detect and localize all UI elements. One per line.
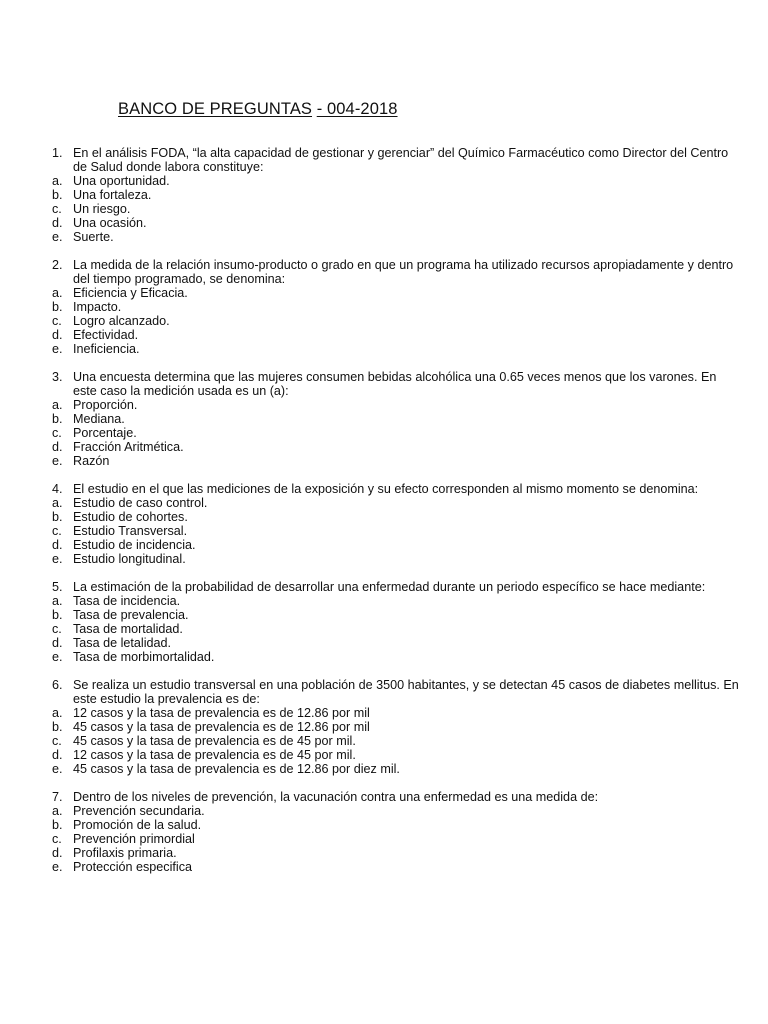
answer-option [52,720,742,734]
answer-option [52,342,742,356]
option-letter: b. [52,510,63,524]
answer-option [52,398,742,412]
option-letter: e. [52,762,63,776]
option-text: Un riesgo. [73,202,131,216]
option-letter: d. [52,440,63,454]
option-letter: e. [52,860,63,874]
option-letter: e. [52,454,63,468]
option-letter: d. [52,748,63,762]
option-text: Razón [73,454,110,468]
option-letter: c. [52,832,62,846]
answer-option [52,650,742,664]
option-text: Prevención secundaria. [73,804,205,818]
question-5 [52,580,742,664]
answer-option [52,552,742,566]
question-number: 7. [52,790,63,804]
option-letter: c. [52,622,62,636]
option-text: Tasa de morbimortalidad. [73,650,215,664]
question-7 [52,790,742,874]
option-letter: a. [52,804,63,818]
option-text: Estudio Transversal. [73,524,188,538]
question-stem [52,482,742,496]
answer-option [52,594,742,608]
answer-option [52,174,742,188]
option-letter: a. [52,398,63,412]
option-text: Una fortaleza. [73,188,152,202]
option-text: Efectividad. [73,328,139,342]
answer-option [52,636,742,650]
question-stem [52,580,742,594]
title-text: BANCO DE PREGUNTAS [118,100,313,118]
answer-option [52,538,742,552]
answer-option [52,832,742,846]
question-stem [52,678,742,706]
document-title [118,100,398,119]
option-text: Proporción. [73,398,138,412]
question-text: La medida de la relación insumo-producto o grado en que un programa ha utilizado recursos apropiadamente y dentro del tiempo programado, se denomina: [73,258,737,286]
question-number: 3. [52,370,63,384]
answer-option [52,426,742,440]
answer-option [52,804,742,818]
answer-option [52,230,742,244]
option-letter: c. [52,202,62,216]
answer-option [52,846,742,860]
option-letter: e. [52,230,63,244]
option-text: Suerte. [73,230,114,244]
option-letter: c. [52,426,62,440]
option-text: 45 casos y la tasa de prevalencia es de 12.86 por mil [73,720,370,734]
option-text: Tasa de incidencia. [73,594,181,608]
answer-option [52,300,742,314]
option-letter: b. [52,720,63,734]
option-text: Estudio de incidencia. [73,538,196,552]
answer-option [52,818,742,832]
question-number: 4. [52,482,63,496]
document-code: - 004-2018 [316,100,398,118]
answer-option [52,734,742,748]
answer-option [52,286,742,300]
answer-option [52,188,742,202]
option-letter: e. [52,552,63,566]
option-text: Profilaxis primaria. [73,846,177,860]
option-text: Impacto. [73,300,122,314]
option-letter: e. [52,342,63,356]
question-number: 5. [52,580,63,594]
option-text: Porcentaje. [73,426,137,440]
option-letter: b. [52,818,63,832]
option-letter: c. [52,524,62,538]
option-text: Estudio de caso control. [73,496,208,510]
option-letter: c. [52,734,62,748]
option-text: Tasa de mortalidad. [73,622,183,636]
question-text: El estudio en el que las mediciones de la exposición y su efecto corresponden al mismo momento se denomina: [73,482,699,496]
option-text: Una ocasión. [73,216,147,230]
answer-option [52,440,742,454]
question-list [52,146,742,888]
option-letter: d. [52,328,63,342]
option-letter: c. [52,314,62,328]
question-stem [52,146,742,174]
answer-option [52,706,742,720]
answer-option [52,524,742,538]
option-letter: d. [52,846,63,860]
option-letter: a. [52,706,63,720]
option-letter: a. [52,496,63,510]
option-letter: d. [52,538,63,552]
option-text: Tasa de prevalencia. [73,608,189,622]
question-number: 6. [52,678,63,692]
question-4 [52,482,742,566]
option-text: 45 casos y la tasa de prevalencia es de 45 por mil. [73,734,356,748]
option-text: Ineficiencia. [73,342,140,356]
option-letter: b. [52,608,63,622]
question-stem [52,790,742,804]
question-1 [52,146,742,244]
option-letter: b. [52,412,63,426]
option-text: Logro alcanzado. [73,314,170,328]
question-stem [52,258,742,286]
answer-option [52,762,742,776]
option-text: 12 casos y la tasa de prevalencia es de 12.86 por mil [73,706,370,720]
answer-option [52,314,742,328]
option-letter: a. [52,594,63,608]
option-text: Protección especifica [73,860,193,874]
option-text: Mediana. [73,412,125,426]
answer-option [52,202,742,216]
option-letter: d. [52,636,63,650]
option-text: Eficiencia y Eficacia. [73,286,188,300]
option-letter: d. [52,216,63,230]
answer-option [52,216,742,230]
question-2 [52,258,742,356]
question-text: En el análisis FODA, “la alta capacidad de gestionar y gerenciar” del Químico Farmacéutico como Director del Centro de Salud donde labora constituye: [73,146,732,174]
answer-option [52,608,742,622]
question-stem [52,370,742,398]
answer-option [52,748,742,762]
option-text: Promoción de la salud. [73,818,202,832]
answer-option [52,496,742,510]
question-text: Se realiza un estudio transversal en una población de 3500 habitantes, y se detectan 45 casos de diabetes mellitus. En este estudio la prevalencia es de: [73,678,743,706]
answer-option [52,860,742,874]
option-letter: a. [52,286,63,300]
option-letter: b. [52,188,63,202]
question-number: 2. [52,258,63,272]
question-text: Una encuesta determina que las mujeres consumen bebidas alcohólica una 0.65 veces menos que los varones. En este caso la medición usada es un (a): [73,370,720,398]
option-letter: e. [52,650,63,664]
option-text: 45 casos y la tasa de prevalencia es de 12.86 por diez mil. [73,762,400,776]
option-text: Una oportunidad. [73,174,170,188]
answer-option [52,412,742,426]
option-text: Tasa de letalidad. [73,636,172,650]
question-text: Dentro de los niveles de prevención, la vacunación contra una enfermedad es una medida de: [73,790,599,804]
option-letter: b. [52,300,63,314]
answer-option [52,510,742,524]
option-text: Estudio de cohortes. [73,510,188,524]
question-text: La estimación de la probabilidad de desarrollar una enfermedad durante un periodo específico se hace mediante: [73,580,706,594]
option-text: Fracción Aritmética. [73,440,184,454]
option-letter: a. [52,174,63,188]
option-text: Prevención primordial [73,832,195,846]
answer-option [52,328,742,342]
answer-option [52,622,742,636]
question-6 [52,678,742,776]
option-text: Estudio longitudinal. [73,552,186,566]
option-text: 12 casos y la tasa de prevalencia es de 45 por mil. [73,748,356,762]
answer-option [52,454,742,468]
question-3 [52,370,742,468]
question-number: 1. [52,146,63,160]
